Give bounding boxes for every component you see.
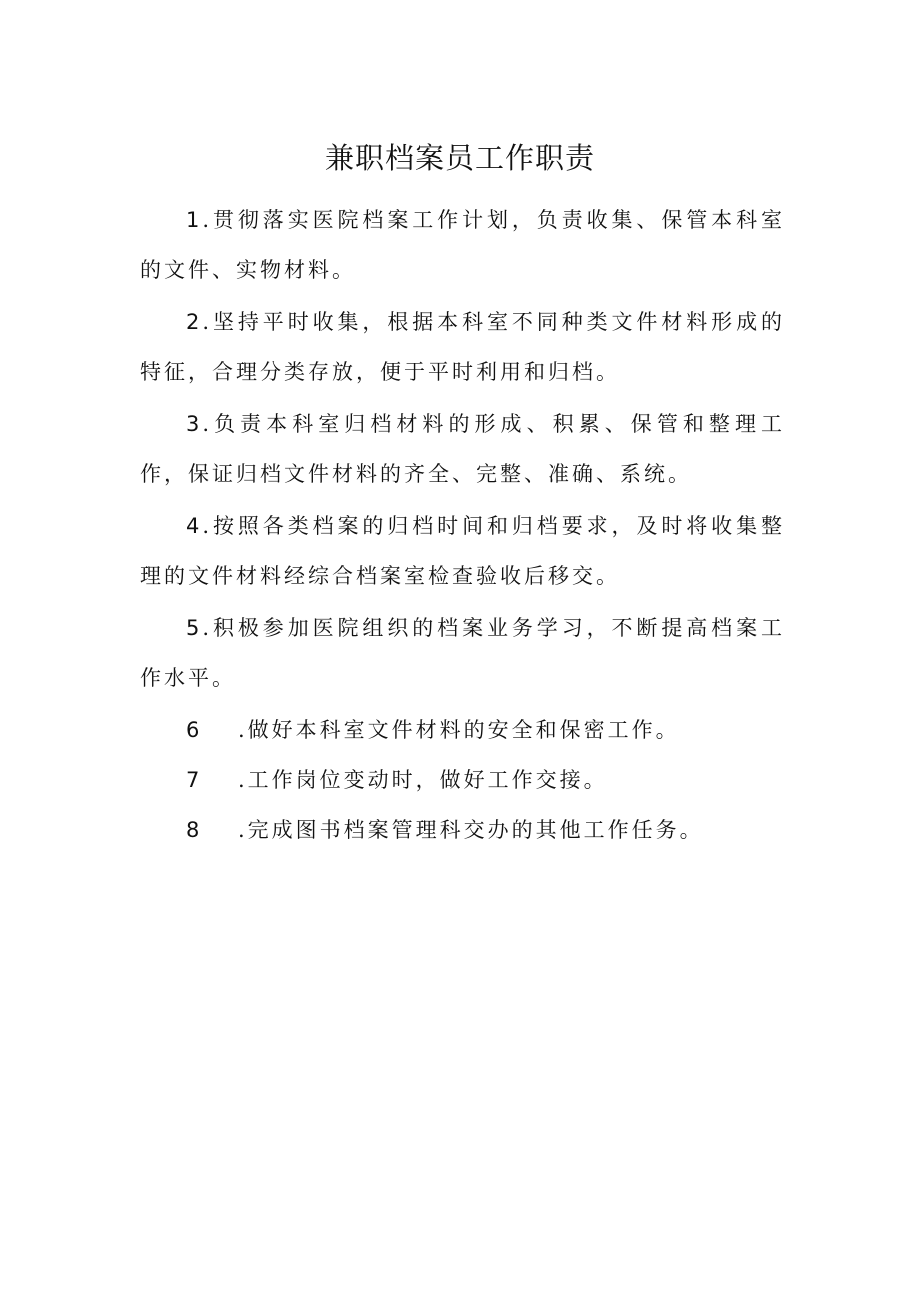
duty-number: 4 [186, 514, 203, 538]
duty-item-3 [140, 399, 785, 499]
duty-item-5 [140, 603, 785, 703]
duty-item-8 [140, 805, 785, 855]
duty-text: .积极参加医院组织的档案业务学习，不断提高档案工作水平。 [140, 616, 785, 690]
duty-item-7 [140, 755, 785, 805]
duty-text: .负责本科室归档材料的形成、积累、保管和整理工作，保证归档文件材料的齐全、完整、准确、系统。 [140, 412, 785, 486]
duty-number: 5 [186, 616, 203, 640]
duty-number: 7 [186, 768, 203, 792]
duty-text: .贯彻落实医院档案工作计划，负责收集、保管本科室的文件、实物材料。 [140, 208, 785, 282]
duty-number: 3 [186, 412, 203, 436]
duty-item-6 [140, 705, 785, 755]
duty-number: 8 [186, 818, 203, 842]
duty-item-4 [140, 501, 785, 601]
document-title: 兼职档案员工作职责 [324, 141, 595, 175]
duty-item-2 [140, 297, 785, 397]
duty-list [140, 195, 785, 855]
duty-text: .做好本科室文件材料的安全和保密工作。 [238, 718, 680, 742]
duty-text: .完成图书档案管理科交办的其他工作任务。 [238, 818, 704, 842]
duty-number: 1 [186, 208, 203, 232]
duty-text: .工作岗位变动时，做好工作交接。 [238, 768, 608, 792]
duty-number: 2 [186, 310, 203, 334]
duty-text: .坚持平时收集，根据本科室不同种类文件材料形成的特征，合理分类存放，便于平时利用和归档。 [140, 310, 785, 384]
duty-text: .按照各类档案的归档时间和归档要求，及时将收集整理的文件材料经综合档案室检查验收后移交。 [140, 514, 785, 588]
duty-item-1 [140, 195, 785, 295]
duty-number: 6 [186, 718, 203, 742]
